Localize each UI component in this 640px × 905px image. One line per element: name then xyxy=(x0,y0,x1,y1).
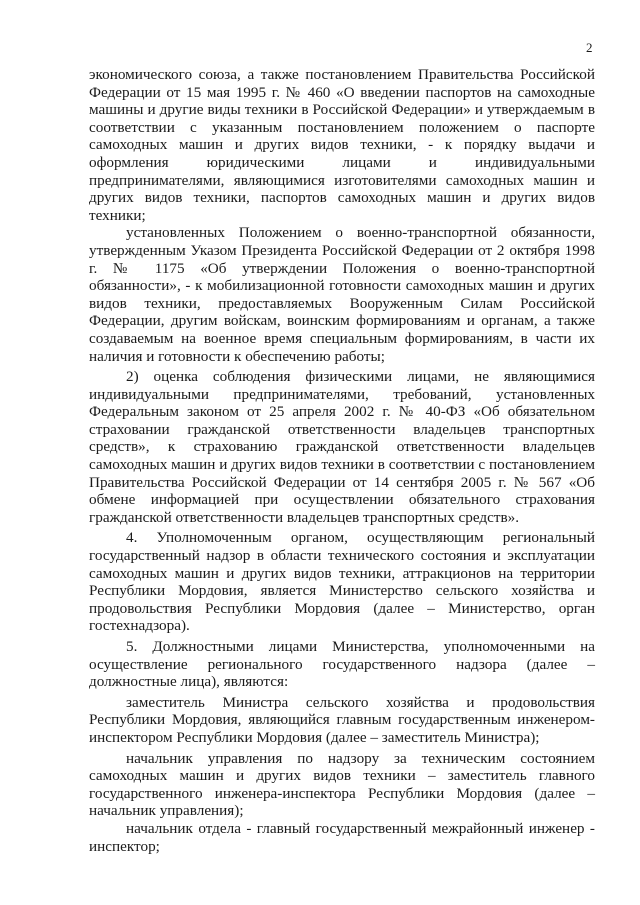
paragraph-item-5-officials: 5. Должностными лицами Министерства, уполномоченными на осуществление регионального государственного надзора (далее – должностные лица), являются: xyxy=(89,638,595,691)
paragraph-head-of-department: начальник управления по надзору за техническим состоянием самоходных машин и других видов техники – заместитель главного государственного инженера-инспектора Республики Мордовия (далее – начальник управления); xyxy=(89,749,595,820)
document-body xyxy=(89,66,595,855)
paragraph-military-transport: установленных Положением о военно-транспортной обязанности, утвержденным Указом Президента Российской Федерации от 2 октября 1998 г. № 1175 «Об утверждении Положения о военно-транспортной обязанности», - к мобилизационной готовности самоходных машин и других видов техники, предоставляемых Вооруженным Силам Российской Федерации, другим войскам, воинским формированиям и органам, а также создаваемым на военное время специальным формированиям, в части их наличия и готовности к обеспечению работы; xyxy=(89,224,595,365)
paragraph-head-of-division: начальник отдела - главный государственный межрайонный инженер - инспектор; xyxy=(89,819,595,855)
page-number: 2 xyxy=(586,40,593,55)
paragraph-deputy-minister: заместитель Министра сельского хозяйства и продовольствия Республики Мордовия, являющийся главным государственным инженером-инспектором Республики Мордовия (далее – заместитель Министра); xyxy=(89,693,595,746)
paragraph-item-2-insurance: 2) оценка соблюдения физическими лицами, не являющимися индивидуальными предпринимателями, требований, установленных Федеральным законом от 25 апреля 2002 г. № 40-ФЗ «Об обязательном страховании гражданской ответственности владельцев транспортных средств», к страхованию гражданской ответственности владельцев самоходных машин и других видов техники в соответствии с постановлением Правительства Российской Федерации от 14 сентября 2005 г. № 567 «Об обмене информацией при осуществлении обязательного страхования гражданской ответственности владельцев транспортных средств». xyxy=(89,368,595,526)
paragraph-continuation: экономического союза, а также постановлением Правительства Российской Федерации от 15 мая 1995 г. № 460 «О введении паспортов на самоходные машины и другие виды техники в Российской Федерации» и утверждаемым в соответствии с указанным постановлением положением о паспорте самоходных машин и других видов техники, - к порядку выдачи и оформления юридическими лицами и индивидуальными предпринимателями, являющимися изготовителями самоходных машин и других видов техники, паспортов самоходных машин и других видов техники; xyxy=(89,66,595,224)
paragraph-item-4-authority: 4. Уполномоченным органом, осуществляющим региональный государственный надзор в области технического состояния и эксплуатации самоходных машин и других видов техники, аттракционов на территории Республики Мордовия, является Министерство сельского хозяйства и продовольствия Республики Мордовия (далее – Министерство, орган гостехнадзора). xyxy=(89,529,595,635)
